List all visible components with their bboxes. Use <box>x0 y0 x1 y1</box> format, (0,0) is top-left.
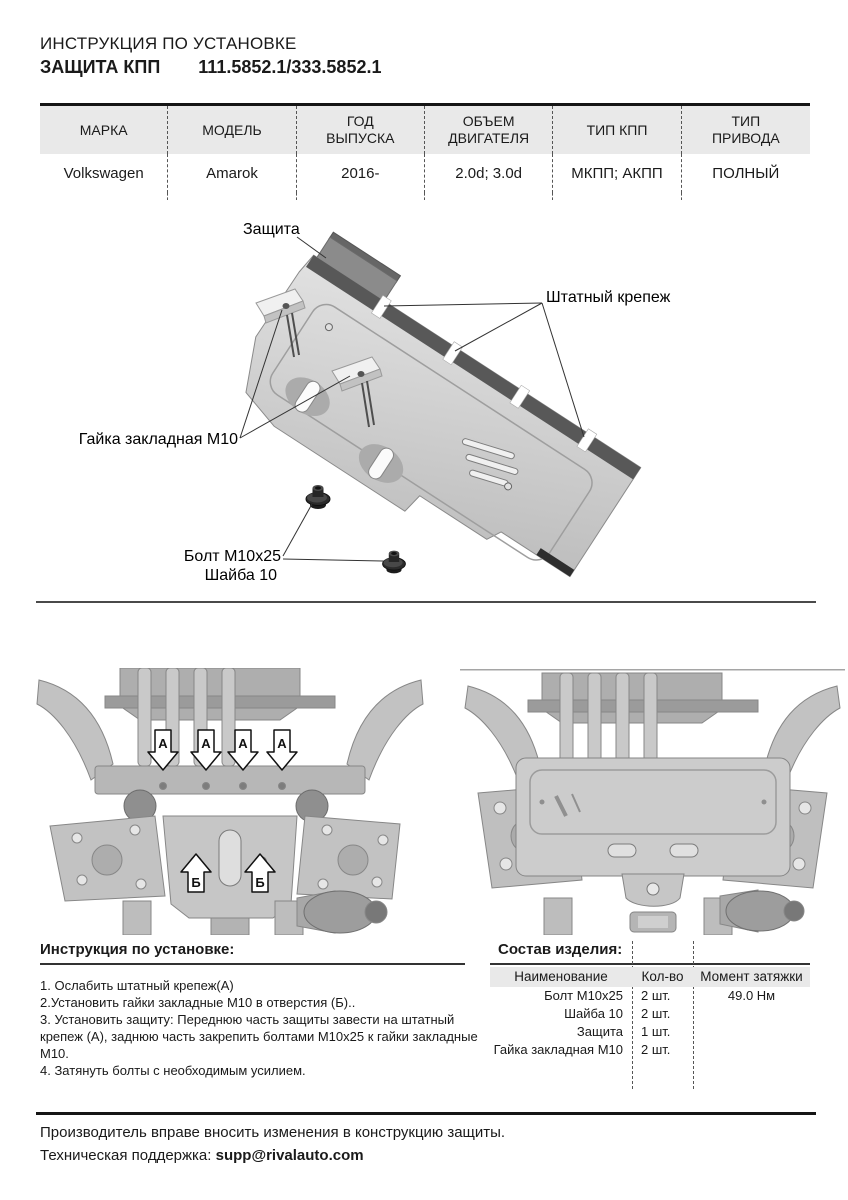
washer-label: Шайба 10 <box>204 567 277 584</box>
footer-divider <box>36 1112 816 1115</box>
footer-support <box>40 1147 364 1164</box>
parts-cell: Шайба 10 <box>564 1006 623 1021</box>
bolt-2 <box>383 551 406 574</box>
parts-cell: 2 шт. <box>641 1042 671 1057</box>
col-header-gearbox: ТИП КПП <box>553 106 681 154</box>
parts-cell: 2 шт. <box>641 1006 671 1021</box>
bolt-label: Болт М10х25 <box>183 548 281 565</box>
embedded-nut-label: Гайка закладная М10 <box>78 431 238 448</box>
parts-cell: Гайка закладная М10 <box>493 1042 623 1057</box>
parts-cell: 2 шт. <box>641 988 671 1003</box>
install-step: 1. Ослабить штатный крепеж(А) <box>40 978 234 993</box>
shield-plate-shape <box>220 228 657 604</box>
parts-section-title: Состав изделия: <box>498 941 623 958</box>
parts-title-underline <box>490 963 810 965</box>
col-header-drive: ТИП ПРИВОДА <box>682 106 810 154</box>
install-title-underline <box>40 963 465 965</box>
vehicle-table <box>40 103 810 200</box>
parts-cell: Болт М10х25 <box>544 988 623 1003</box>
parts-cell: 1 шт. <box>641 1024 671 1039</box>
cell-drive: ПОЛНЫЙ <box>712 165 780 182</box>
col-header-model: МОДЕЛЬ <box>168 106 296 154</box>
col-header-year: ГОД ВЫПУСКА <box>297 106 425 154</box>
product-name: ЗАЩИТА КПП <box>40 57 161 77</box>
installation-diagram <box>0 212 848 604</box>
photo-top-line <box>460 669 845 671</box>
parts-header-torque: Момент затяжки <box>693 967 810 987</box>
install-step: 3. Установить защиту: Переднюю часть защиты завести на штатный крепеж (А), заднюю часть закрепить болтами М10х25 к гайки закладные М10. <box>40 1012 478 1061</box>
col-header-engine: ОБЪЕМ ДВИГАТЕЛЯ <box>425 106 553 154</box>
parts-header-qty: Кол-во <box>632 967 693 987</box>
photo-underbody-before <box>35 668 425 935</box>
parts-header-name: Наименование <box>490 967 632 987</box>
vehicle-table-data-row <box>40 154 810 193</box>
photo-underbody-after <box>460 668 845 935</box>
bolt-1 <box>306 485 330 509</box>
parts-table <box>490 967 810 1059</box>
parts-cell <box>693 1023 810 1041</box>
cell-brand: Volkswagen <box>40 154 168 193</box>
underbody-machinery <box>37 668 423 935</box>
marker-a-letter: А <box>277 736 287 751</box>
install-step: 4. Затянуть болты с необходимым усилием. <box>40 1063 306 1078</box>
marker-a-letter: А <box>201 736 211 751</box>
parts-cell <box>693 1005 810 1023</box>
vehicle-table-dash-tails <box>40 193 810 200</box>
install-step: 2.Установить гайки закладные М10 в отверстия (Б).. <box>40 995 356 1010</box>
parts-cell <box>693 1041 810 1059</box>
cell-gearbox: МКПП; АКПП <box>553 154 681 193</box>
cell-engine: 2.0d; 3.0d <box>425 154 553 193</box>
marker-a-letter: А <box>238 736 248 751</box>
col-header-brand: МАРКА <box>40 106 168 154</box>
shield-label: Защита <box>243 221 300 238</box>
parts-cell: 49.0 Нм <box>727 988 776 1003</box>
part-numbers: 111.5852.1/333.5852.1 <box>198 57 382 77</box>
marker-b-letter: Б <box>255 875 265 890</box>
product-title <box>40 57 381 78</box>
vehicle-table-header-row <box>40 106 810 154</box>
cell-year: 2016- <box>297 154 425 193</box>
section-divider <box>36 601 816 603</box>
doc-type-title: ИНСТРУКЦИЯ ПО УСТАНОВКЕ <box>40 34 297 53</box>
support-label: Техническая поддержка: <box>40 1147 216 1164</box>
oem-fastener-label: Штатный крепеж <box>546 289 671 306</box>
marker-b-letter: Б <box>191 875 201 890</box>
parts-cell: Защита <box>576 1024 623 1039</box>
marker-a-letter: А <box>158 736 168 751</box>
footer-disclaimer: Производитель вправе вносить изменения в конструкцию защиты. <box>40 1124 506 1141</box>
support-email: supp@rivalauto.com <box>215 1147 364 1164</box>
cell-model: Amarok <box>168 154 296 193</box>
install-steps <box>40 977 480 1079</box>
install-section-title: Инструкция по установке: <box>40 941 235 958</box>
